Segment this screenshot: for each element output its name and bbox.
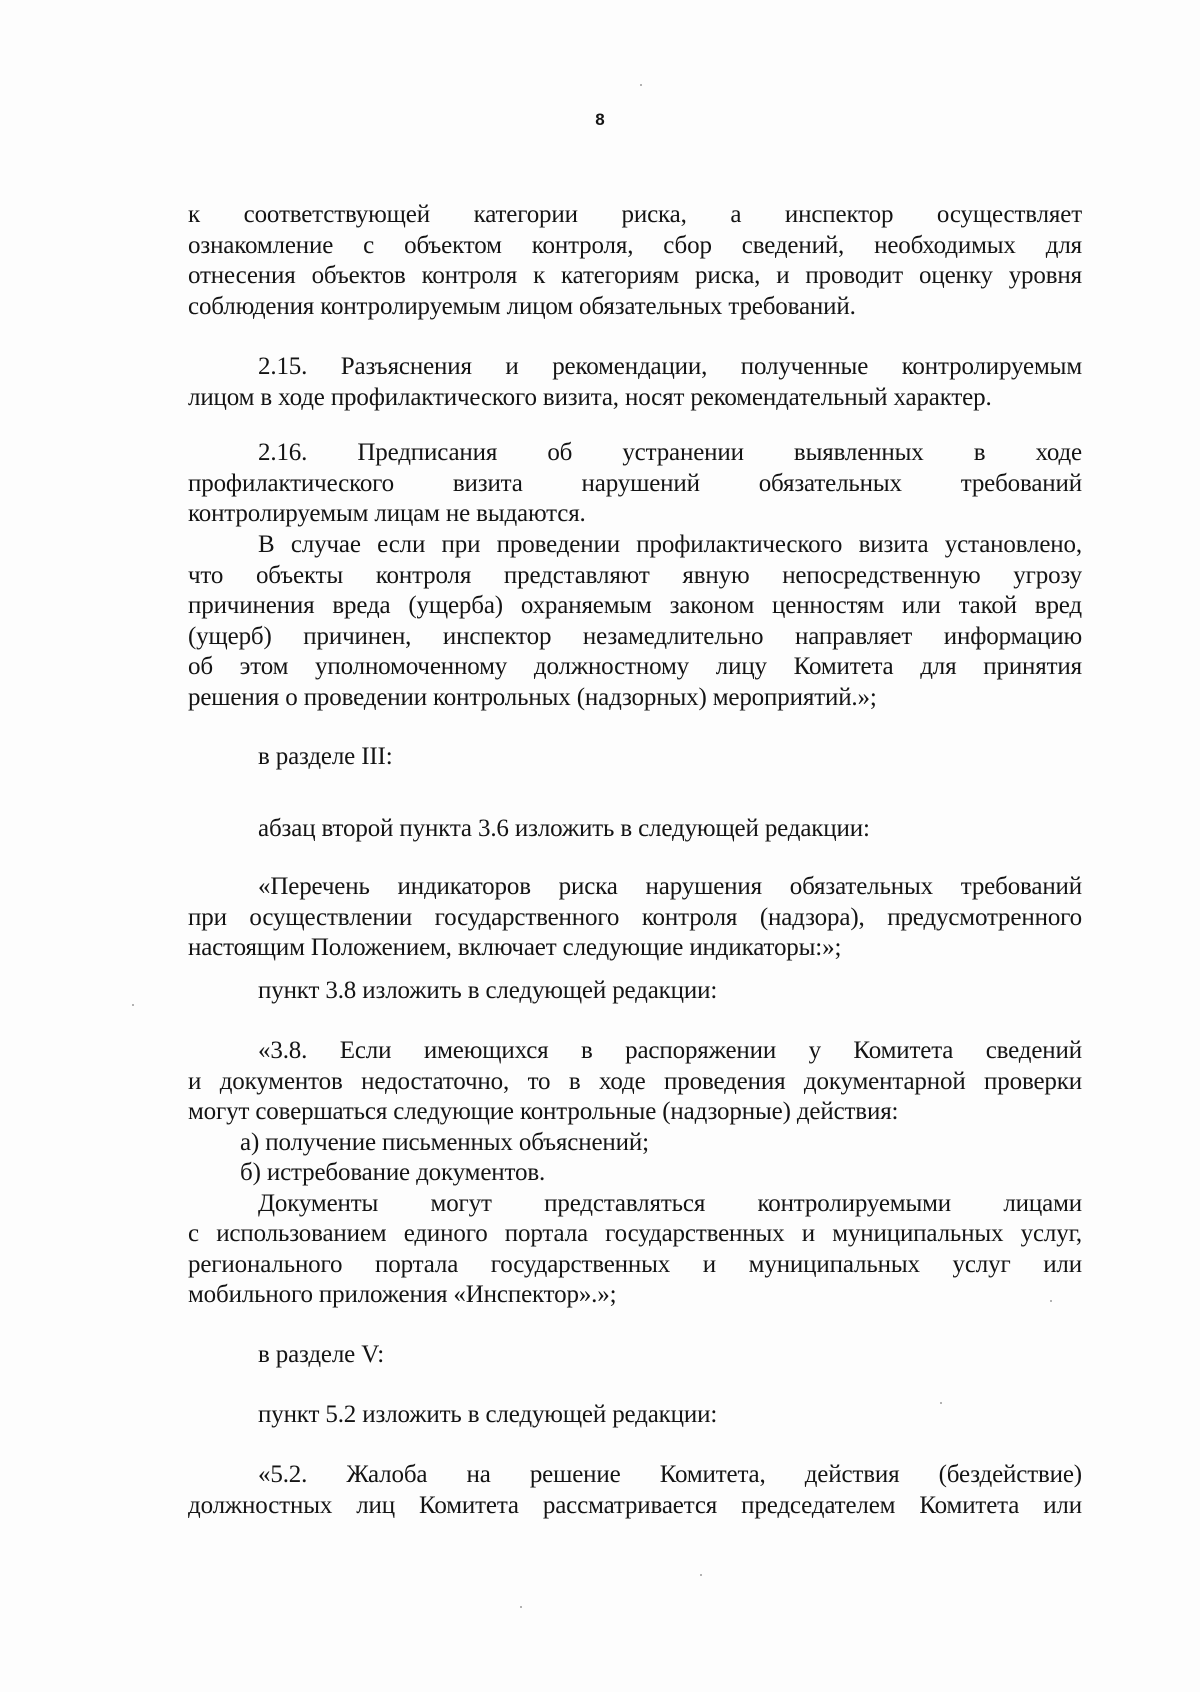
text-line: контролируемым лицам не выдаются. <box>188 500 586 527</box>
paragraph-2-16 <box>188 438 1082 530</box>
text-line: пункт 3.8 изложить в следующей редакции: <box>258 977 718 1004</box>
text-line: В случае если при проведении профилактического визита установлено, <box>258 531 1082 558</box>
text-line: «3.8. Если имеющихся в распоряжении у Комитета сведений <box>258 1037 1082 1064</box>
text-line: с использованием единого портала государственных и муниципальных услуг, <box>188 1220 1082 1247</box>
text-line: профилактического визита нарушений обязательных требований <box>188 469 1082 497</box>
text-line: в разделе III: <box>258 743 393 770</box>
text-line: отнесения объектов контроля к категориям риска, и проводит оценку уровня <box>188 262 1082 289</box>
paragraph-threat-case <box>188 530 1082 713</box>
scan-speck <box>520 1606 522 1608</box>
text-line: могут совершаться следующие контрольные (надзорные) действия: <box>188 1098 899 1125</box>
page-number: 8 <box>595 110 605 129</box>
text-line: лицом в ходе профилактического визита, носят рекомендательный характер. <box>188 383 992 411</box>
text-line: должностных лиц Комитета рассматривается председателем Комитета или <box>188 1491 1082 1519</box>
text-line: пункт 5.2 изложить в следующей редакции: <box>258 1401 718 1428</box>
text-line: абзац второй пункта 3.6 изложить в следующей редакции: <box>258 815 870 842</box>
paragraph-2-15 <box>188 352 1082 413</box>
paragraph-risk-indicators <box>188 872 1082 964</box>
text-line: об этом уполномоченному должностному лицу Комитета для принятия <box>188 653 1082 680</box>
text-line: причинения вреда (ущерба) охраняемым законом ценностям или такой вред <box>188 592 1082 619</box>
paragraph-clause-3-8-intro <box>188 976 1082 1007</box>
paragraph-risk-category <box>188 200 1082 322</box>
paragraph-clause-3-6 <box>188 814 1082 845</box>
text-line: «Перечень индикаторов риска нарушения обязательных требований <box>258 873 1082 900</box>
text-line: настоящим Положением, включает следующие индикаторы:»; <box>188 934 842 961</box>
text-line: решения о проведении контрольных (надзорных) мероприятий.»; <box>188 683 877 711</box>
paragraph-section-v <box>188 1340 1082 1371</box>
paragraph-section-iii <box>188 742 1082 773</box>
text-line: что объекты контроля представляют явную непосредственную угрозу <box>188 561 1082 589</box>
text-line: 2.16. Предписания об устранении выявленных в ходе <box>258 439 1082 466</box>
scan-speck <box>640 84 642 86</box>
text-line: «5.2. Жалоба на решение Комитета, действия (бездействие) <box>258 1461 1082 1488</box>
text-line: ознакомление с объектом контроля, сбор сведений, необходимых для <box>188 231 1082 259</box>
text-line: (ущерб) причинен, инспектор незамедлительно направляет информацию <box>188 622 1082 650</box>
paragraph-clause-3-8 <box>188 1036 1082 1311</box>
text-line: Документы могут представляться контролируемыми лицами <box>258 1189 1082 1217</box>
paragraph-clause-5-2-intro <box>188 1400 1082 1431</box>
text-line: соблюдения контролируемым лицом обязательных требований. <box>188 292 856 320</box>
list-item: а) получение письменных объяснений; <box>240 1128 649 1156</box>
text-line: в разделе V: <box>258 1341 385 1368</box>
list-item: б) истребование документов. <box>240 1159 546 1186</box>
scan-speck <box>700 1574 702 1576</box>
scan-speck <box>1050 1300 1052 1302</box>
text-line: мобильного приложения «Инспектор».»; <box>188 1281 617 1308</box>
text-line: при осуществлении государственного контроля (надзора), предусмотренного <box>188 903 1082 931</box>
text-line: 2.15. Разъяснения и рекомендации, полученные контролируемым <box>258 353 1082 380</box>
text-line: и документов недостаточно, то в ходе проведения документарной проверки <box>188 1067 1082 1095</box>
text-line: регионального портала государственных и муниципальных услуг или <box>188 1250 1082 1278</box>
text-line: к соответствующей категории риска, а инспектор осуществляет <box>188 201 1082 228</box>
scan-speck <box>132 1004 134 1006</box>
paragraph-clause-5-2 <box>188 1460 1082 1521</box>
scan-speck <box>940 1402 942 1404</box>
